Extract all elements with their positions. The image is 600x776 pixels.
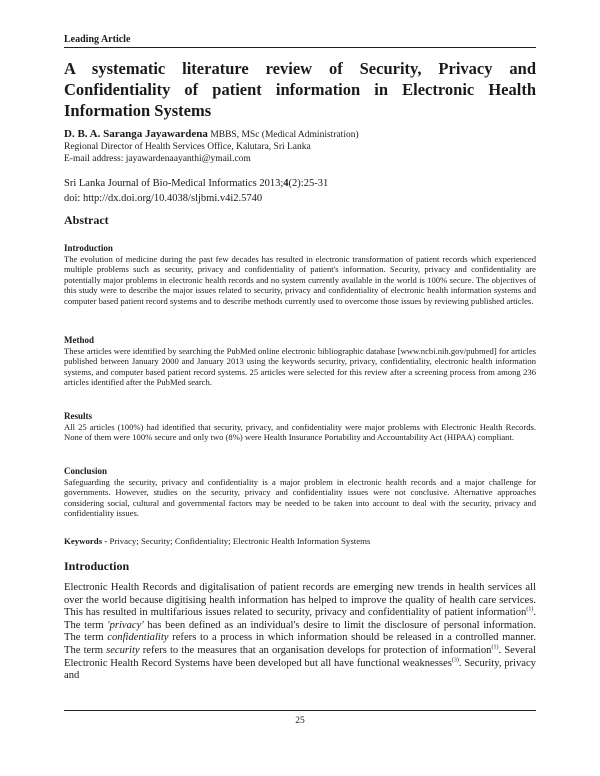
intro-text-2: . The term <box>64 607 536 631</box>
intro-text-4: refers to a process in which information should be released in a controlled manner. The term <box>64 632 536 656</box>
journal-volume: 4 <box>283 178 289 189</box>
page-number: 25 <box>295 716 305 726</box>
journal-issue-pages: (2):25-31 <box>288 178 329 189</box>
introduction-paragraph <box>64 582 536 683</box>
keywords-line <box>64 536 536 547</box>
term-confidentiality: confidentiality <box>107 632 169 644</box>
intro-text-6: . Several Electronic Health Record Systems have been developed but all have functional weaknesses <box>64 644 536 669</box>
intro-text-5: refers to the measures that an organisation develops for protection of information <box>139 644 492 656</box>
keywords-label: Keywords - <box>64 536 108 546</box>
introduction-heading: Introduction <box>64 559 130 573</box>
abstract-method-heading: Method <box>64 335 94 345</box>
abstract-results <box>64 411 536 443</box>
reference-marker: (3) <box>451 657 459 664</box>
running-header <box>64 34 536 48</box>
journal-name: Sri Lanka Journal of Bio-Medical Informatics 2013; <box>64 178 284 189</box>
doi-link[interactable]: doi: http://dx.doi.org/10.4038/sljbmi.v4i2.5740 <box>64 193 263 204</box>
abstract-introduction-text: The evolution of medicine during the past few decades has resulted in electronic transformation of patient records which experienced multiple problems such as security, privacy and confidentiality of patient's information. Security, privacy and confidentiality are potentially major problems in electronic health records and no system currently available in the world is 100% secure. The objectives of this study were to describe the major issues related to security, privacy and confidentiality of electronic health information systems and computer based patient record systems and to describe methods currently used to overcome those issues by reviewing published articles. <box>64 254 536 306</box>
author-email: E-mail address: jayawardenaayanthi@ymail.com <box>64 154 251 164</box>
citation-block <box>64 176 536 206</box>
intro-text-7: . Security, privacy and <box>64 657 536 682</box>
header-rule <box>64 47 536 48</box>
abstract-conclusion-heading: Conclusion <box>64 466 108 476</box>
page <box>64 0 536 776</box>
term-privacy: 'privacy' <box>107 619 144 631</box>
abstract-introduction <box>64 243 536 306</box>
author-affiliation: Regional Director of Health Services Office, Kalutara, Sri Lanka <box>64 142 311 152</box>
intro-text-3: has been defined as an individual's desire to limit the disclosure of personal information. The term <box>64 619 536 644</box>
abstract-method <box>64 335 536 388</box>
author-name: D. B. A. Saranga Jayawardena <box>64 128 208 140</box>
article-title: A systematic literature review of Security, Privacy and Confidentiality of patient information in Electronic Health Information Systems <box>64 59 536 120</box>
keywords-list: Privacy; Security; Confidentiality; Electronic Health Information Systems <box>107 536 371 546</box>
abstract-conclusion <box>64 466 536 519</box>
journal-citation <box>64 176 536 191</box>
reference-marker: (1) <box>526 606 534 613</box>
reference-marker: (1) <box>491 644 499 651</box>
abstract-results-heading: Results <box>64 411 93 421</box>
intro-text-1: Electronic Health Records and digitalisation of patient records are emerging new trends in health services all over the world because digitising health information has helped to improve the quality of health care services. This has resulted in multifarious issues related to security, privacy and confidentiality of patient information <box>64 582 536 619</box>
author-credentials: MBBS, MSc (Medical Administration) <box>210 130 359 140</box>
abstract-method-text: These articles were identified by searching the PubMed online electronic bibliographic database [www.ncbi.nih.gov/pubmed] for articles published between January 2000 and January 2013 using the keywords security, privacy, confidentiality, electronic health information systems, and computer based patient record systems. 25 articles were selected for this review after a screening process from among 236 articles identified after the PubMed search. <box>64 346 536 388</box>
article-type-label: Leading Article <box>64 34 131 45</box>
term-security: security <box>106 644 140 656</box>
abstract-heading: Abstract <box>64 213 109 227</box>
footer-rule <box>64 710 536 711</box>
abstract-conclusion-text: Safeguarding the security, privacy and confidentiality is a major problem in electronic health records and a major challenge for governments. However, studies on the security, privacy and confidentiality issues were not conclusive. Alternative approaches considering social, cultural and governmental factors may be needed to be taken into account to deal with the security, privacy and confidentiality issues. <box>64 477 536 519</box>
abstract-results-text: All 25 articles (100%) had identified that security, privacy, and confidentiality were major problems with Electronic Health Records. None of them were 100% secure and only two (8%) were Health Insurance Portability and Accountability Act (HIPAA) compliant. <box>64 422 536 443</box>
abstract-introduction-heading: Introduction <box>64 243 113 253</box>
author-block <box>64 128 536 165</box>
